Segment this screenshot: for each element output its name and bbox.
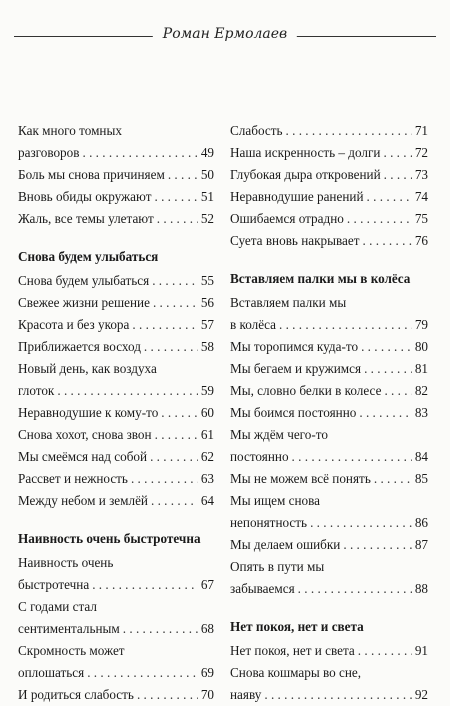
toc-entry-title: в колёса [230, 317, 276, 332]
toc-section-heading: Нет покоя, нет и света [230, 619, 364, 634]
toc-page-number: 91 [414, 643, 428, 658]
toc-entry-title: С годами стал [18, 599, 97, 614]
toc-right-column [230, 120, 428, 706]
toc-entry[interactable] [18, 208, 214, 230]
header-author: Роман Ермолаев [153, 26, 297, 42]
toc-entry[interactable] [230, 424, 428, 468]
toc-page-number: 73 [414, 167, 428, 182]
toc-entry[interactable] [230, 142, 428, 164]
toc-page-number: 51 [200, 189, 214, 204]
toc-page-number: 63 [200, 471, 214, 486]
dot-leader [286, 120, 412, 142]
dot-leader [57, 380, 197, 402]
dot-leader [168, 164, 198, 186]
toc-entry[interactable] [18, 164, 214, 186]
dot-leader [264, 684, 411, 706]
toc-page-number: 60 [200, 405, 214, 420]
toc-page-number: 82 [414, 383, 428, 398]
dot-leader [374, 468, 412, 490]
dot-leader [361, 336, 412, 358]
dot-leader [150, 446, 198, 468]
toc-page-number: 79 [414, 317, 428, 332]
toc-entry[interactable] [18, 468, 214, 490]
toc-entry-title: постоянно [230, 449, 289, 464]
toc-entry-title: Суета вновь накрывает [230, 233, 360, 248]
toc-entry-title: разговоров [18, 145, 80, 160]
toc-entry[interactable] [230, 230, 428, 252]
dot-leader [157, 208, 198, 230]
toc-entry-title: Наша искренность – долги [230, 145, 381, 160]
dot-leader [137, 684, 198, 706]
dot-leader [132, 314, 197, 336]
dot-leader [279, 314, 412, 336]
toc-entry[interactable] [230, 662, 428, 706]
dot-leader [383, 142, 411, 164]
dot-leader [363, 230, 412, 252]
toc-entry-title: сентиментальным [18, 621, 120, 636]
toc-page-number: 69 [200, 665, 214, 680]
toc-entry-title: Красота и без укора [18, 317, 130, 332]
toc-entry-title: Слабость [230, 123, 283, 138]
toc-page-number: 87 [414, 537, 428, 552]
toc-page-number: 75 [414, 211, 428, 226]
toc-page-number: 81 [414, 361, 428, 376]
toc-entry[interactable] [18, 292, 214, 314]
toc-entry-title: Мы торопимся куда-то [230, 339, 359, 354]
toc-page-number: 74 [414, 189, 428, 204]
toc-entry-title: Мы, словно белки в колесе [230, 383, 382, 398]
toc-entry[interactable] [18, 120, 214, 164]
dot-leader [161, 402, 198, 424]
toc-entry[interactable] [230, 292, 428, 336]
toc-entry[interactable] [18, 402, 214, 424]
toc-entry-title: Вновь обиды окружают [18, 189, 152, 204]
toc-entry[interactable] [230, 164, 428, 186]
toc-entry-title: Между небом и землёй [18, 493, 148, 508]
toc-entry-title: оплошаться [18, 665, 85, 680]
toc-entry-title: Новый день, как воздуха [18, 361, 157, 376]
toc-entry-title: Мы ищем снова [230, 493, 321, 508]
dot-leader [155, 424, 198, 446]
toc-page-number: 49 [200, 145, 214, 160]
toc-entry-title: Жаль, все темы улетают [18, 211, 154, 226]
toc-entry[interactable] [18, 358, 214, 402]
dot-leader [292, 446, 412, 468]
toc-section-heading: Вставляем палки мы в колёса [230, 271, 411, 286]
toc-page-number: 68 [200, 621, 214, 636]
toc-entry-title: Нет покоя, нет и света [230, 643, 355, 658]
toc-page-number: 59 [200, 383, 214, 398]
toc-entry-title: Как много томных [18, 123, 122, 138]
dot-leader [152, 270, 198, 292]
dot-leader [144, 336, 198, 358]
dot-leader [364, 358, 412, 380]
toc-entry-title: Вставляем палки мы [230, 295, 347, 310]
dot-leader [151, 490, 198, 512]
toc-page-number: 72 [414, 145, 428, 160]
toc-entry-title: наяву [230, 687, 262, 702]
dot-leader [367, 186, 412, 208]
toc-entry-title: И родиться слабость [18, 687, 134, 702]
toc-entry[interactable] [18, 336, 214, 358]
toc-entry-title: Мы бегаем и кружимся [230, 361, 362, 376]
toc-entry[interactable] [230, 468, 428, 490]
toc-entry-title: Рассвет и нежность [18, 471, 128, 486]
toc-entry[interactable] [230, 534, 428, 556]
toc-page-number: 57 [200, 317, 214, 332]
toc-entry[interactable] [18, 186, 214, 208]
toc-left-column [18, 120, 214, 706]
toc-entry[interactable] [230, 402, 428, 424]
toc-entry-title: Мы ждём чего-то [230, 427, 328, 442]
toc-entry[interactable] [18, 446, 214, 468]
toc-page-number: 64 [200, 493, 214, 508]
toc-entry[interactable] [18, 314, 214, 336]
dot-leader [82, 142, 197, 164]
toc-entry[interactable] [230, 208, 428, 230]
toc-entry[interactable] [18, 640, 214, 684]
toc-entry-title: быстротечна [18, 577, 90, 592]
toc-entry-title: Боль мы снова причиняем [18, 167, 165, 182]
toc-entry-title: Опять в пути мы [230, 559, 325, 574]
toc-entry-title: глоток [18, 383, 55, 398]
toc-entry[interactable] [18, 270, 214, 292]
toc-page-number: 85 [414, 471, 428, 486]
dot-leader [92, 574, 198, 596]
toc-page-number: 84 [414, 449, 428, 464]
dot-leader [358, 640, 412, 662]
toc-page-number: 80 [414, 339, 428, 354]
toc-entry-title: Мы смеёмся над собой [18, 449, 148, 464]
toc-page-number: 56 [200, 295, 214, 310]
toc-entry-title: непонятность [230, 515, 308, 530]
toc-page-number: 58 [200, 339, 214, 354]
toc-entry-title: Глубокая дыра откровений [230, 167, 381, 182]
dot-leader [347, 208, 412, 230]
toc-entry-title: Наивность очень [18, 555, 114, 570]
toc-entry-title: забываемся [230, 581, 295, 596]
toc-entry[interactable] [230, 186, 428, 208]
toc-entry-title: Мы не можем всё понять [230, 471, 371, 486]
toc-page-number: 70 [200, 687, 214, 702]
toc-page-number: 88 [414, 581, 428, 596]
dot-leader [131, 468, 198, 490]
toc-entry[interactable] [230, 380, 428, 402]
dot-leader [154, 186, 197, 208]
dot-leader [298, 578, 412, 600]
toc-entry-title: Неравнодушие к кому-то [18, 405, 159, 420]
toc-page-number: 76 [414, 233, 428, 248]
toc-page-number: 55 [200, 273, 214, 288]
dot-leader [153, 292, 198, 314]
toc-page-number: 71 [414, 123, 428, 138]
toc-entry[interactable] [230, 336, 428, 358]
toc-entry-title: Приближается восход [18, 339, 141, 354]
dot-leader [123, 618, 198, 640]
toc-entry[interactable] [230, 490, 428, 534]
toc-page-number: 92 [414, 687, 428, 702]
toc-entry-title: Снова будем улыбаться [18, 273, 150, 288]
toc-page-number: 67 [200, 577, 214, 592]
dot-leader [310, 512, 412, 534]
toc-section-heading: Наивность очень быстротечна [18, 531, 201, 546]
toc-page-number: 83 [414, 405, 428, 420]
toc-entry[interactable] [18, 490, 214, 512]
toc-entry[interactable] [230, 640, 428, 662]
toc-page-number: 52 [200, 211, 214, 226]
toc-section-heading: Снова будем улыбаться [18, 249, 159, 264]
toc-entry[interactable] [18, 424, 214, 446]
dot-leader [359, 402, 411, 424]
toc-entry-title: Неравнодушие ранений [230, 189, 364, 204]
dot-leader [343, 534, 411, 556]
toc-page-number: 86 [414, 515, 428, 530]
toc-entry[interactable] [230, 358, 428, 380]
toc-page-number: 50 [200, 167, 214, 182]
toc-page-number: 62 [200, 449, 214, 464]
running-header [14, 26, 436, 48]
toc-entry-title: Скромность может [18, 643, 125, 658]
toc-entry-title: Мы делаем ошибки [230, 537, 341, 552]
dot-leader [384, 164, 412, 186]
toc-entry-title: Ошибаемся отрадно [230, 211, 344, 226]
toc-entry[interactable] [18, 684, 214, 706]
toc-entry[interactable] [18, 552, 214, 596]
dot-leader [87, 662, 198, 684]
toc-entry-title: Снова кошмары во сне, [230, 665, 362, 680]
toc-entry[interactable] [230, 556, 428, 600]
toc-entry-title: Мы боимся постоянно [230, 405, 357, 420]
dot-leader [384, 380, 411, 402]
toc-entry[interactable] [18, 596, 214, 640]
toc-entry[interactable] [230, 120, 428, 142]
toc-page-number: 61 [200, 427, 214, 442]
toc-entry-title: Свежее жизни решение [18, 295, 150, 310]
toc-entry-title: Снова хохот, снова звон [18, 427, 152, 442]
